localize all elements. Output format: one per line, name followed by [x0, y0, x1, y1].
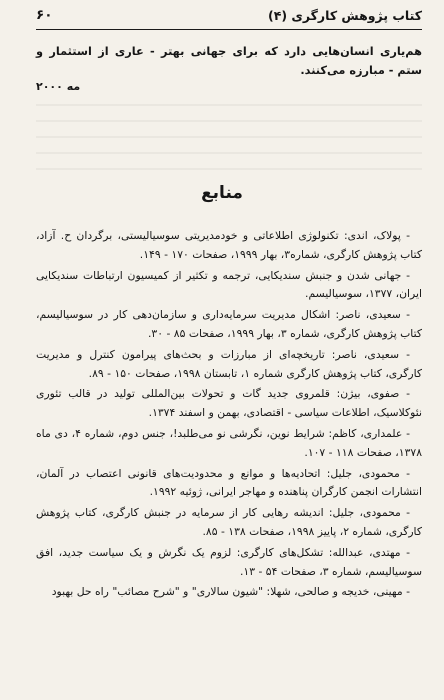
intro-date: مه ۲۰۰۰: [36, 80, 81, 93]
reference-item: - علمداری، کاظم: شرایط نوین، نگرشی نو می‌طلبد!، جنس دوم، شماره ۴، دی ماه ۱۳۷۸، صفحات ۱۱۸ - ۱۰۷.: [36, 426, 422, 459]
reference-item: - پولاک، اندی: تکنولوژی اطلاعاتی و خودمدیریتی سوسیالیستی، برگردان ح. آزاد، کتاب پژوهش کارگری، شماره۳، بهار ۱۹۹۹، صفحات ۱۷۰ - ۱۴۹.: [36, 229, 422, 261]
reference-item: - جهانی شدن و جنبش سندیکایی، ترجمه و تکثیر از کمیسیون ارتباطات سندیکایی ایران، ۱۳۷۷، سوسیالیسم.: [36, 268, 422, 301]
reference-item: - سعیدی، ناصر: تاریخچه‌ای از مبارزات و بحث‌های پیرامون کنترل و مدیریت کارگری، کتاب پژوهش کارگری شماره ۱، تابستان ۱۹۹۸، صفحات ۱۵۰ - ۸۹.: [36, 347, 422, 380]
reference-item: - مهتدی، عبدالله: تشکل‌های کارگری: لزوم یک نگرش و یک سیاست جدید، افق سوسیالیسم، شماره ۳، صفحات ۵۴ - ۱۳.: [36, 545, 422, 578]
reference-item: - محمودی، جلیل: اتحادیه‌ها و موانع و محدودیت‌های قانونی اعتصاب در آلمان، انتشارات انجمن کارگران پناهنده و مهاجر ایرانی، ژوئیه ۱۹۹۲.: [36, 466, 422, 499]
intro-text: هم‌یاری انسان‌هایی دارد که برای جهانی بهتر - عاری از استثمار و ستم - مبارزه می‌کنند.: [36, 45, 422, 77]
bleed-through-text: [36, 104, 422, 174]
running-header: [36, 5, 422, 30]
running-title: کتاب پژوهش کارگری (۴): [268, 8, 422, 23]
page-number: ۶۰: [36, 7, 53, 23]
reference-item: - صفوی، بیژن: قلمروی جدید گات و تحولات بین‌المللی تولید در قالب تئوری نئوکلاسیک، اطلاعات سیاسی - اقتصادی، بهمن و اسفند ۱۳۷۴.: [36, 387, 422, 420]
reference-item: - سعیدی، ناصر: اشکال مدیریت سرمایه‌داری و سازمان‌دهی کار در سوسیالیسم، کتاب پژوهش کارگری، شماره ۳، بهار ۱۹۹۹، صفحات ۸۵ - ۳۰.: [36, 308, 422, 340]
reference-item: - محمودی، جلیل: اندیشه رهایی کار از سرمایه در جنبش کارگری، کتاب پژوهش کارگری، شماره ۲، پاییز ۱۹۹۸، صفحات ۱۳۸ - ۸۵.: [36, 506, 422, 538]
section-title: منابع: [201, 183, 243, 203]
intro-paragraph: [36, 42, 422, 80]
reference-item: - مهینی، خدیجه و صالحی، شهلا: "شیون سالاری" و "شرح مصائب" راه حل بهبود: [51, 585, 410, 599]
reference-list: [36, 227, 422, 604]
